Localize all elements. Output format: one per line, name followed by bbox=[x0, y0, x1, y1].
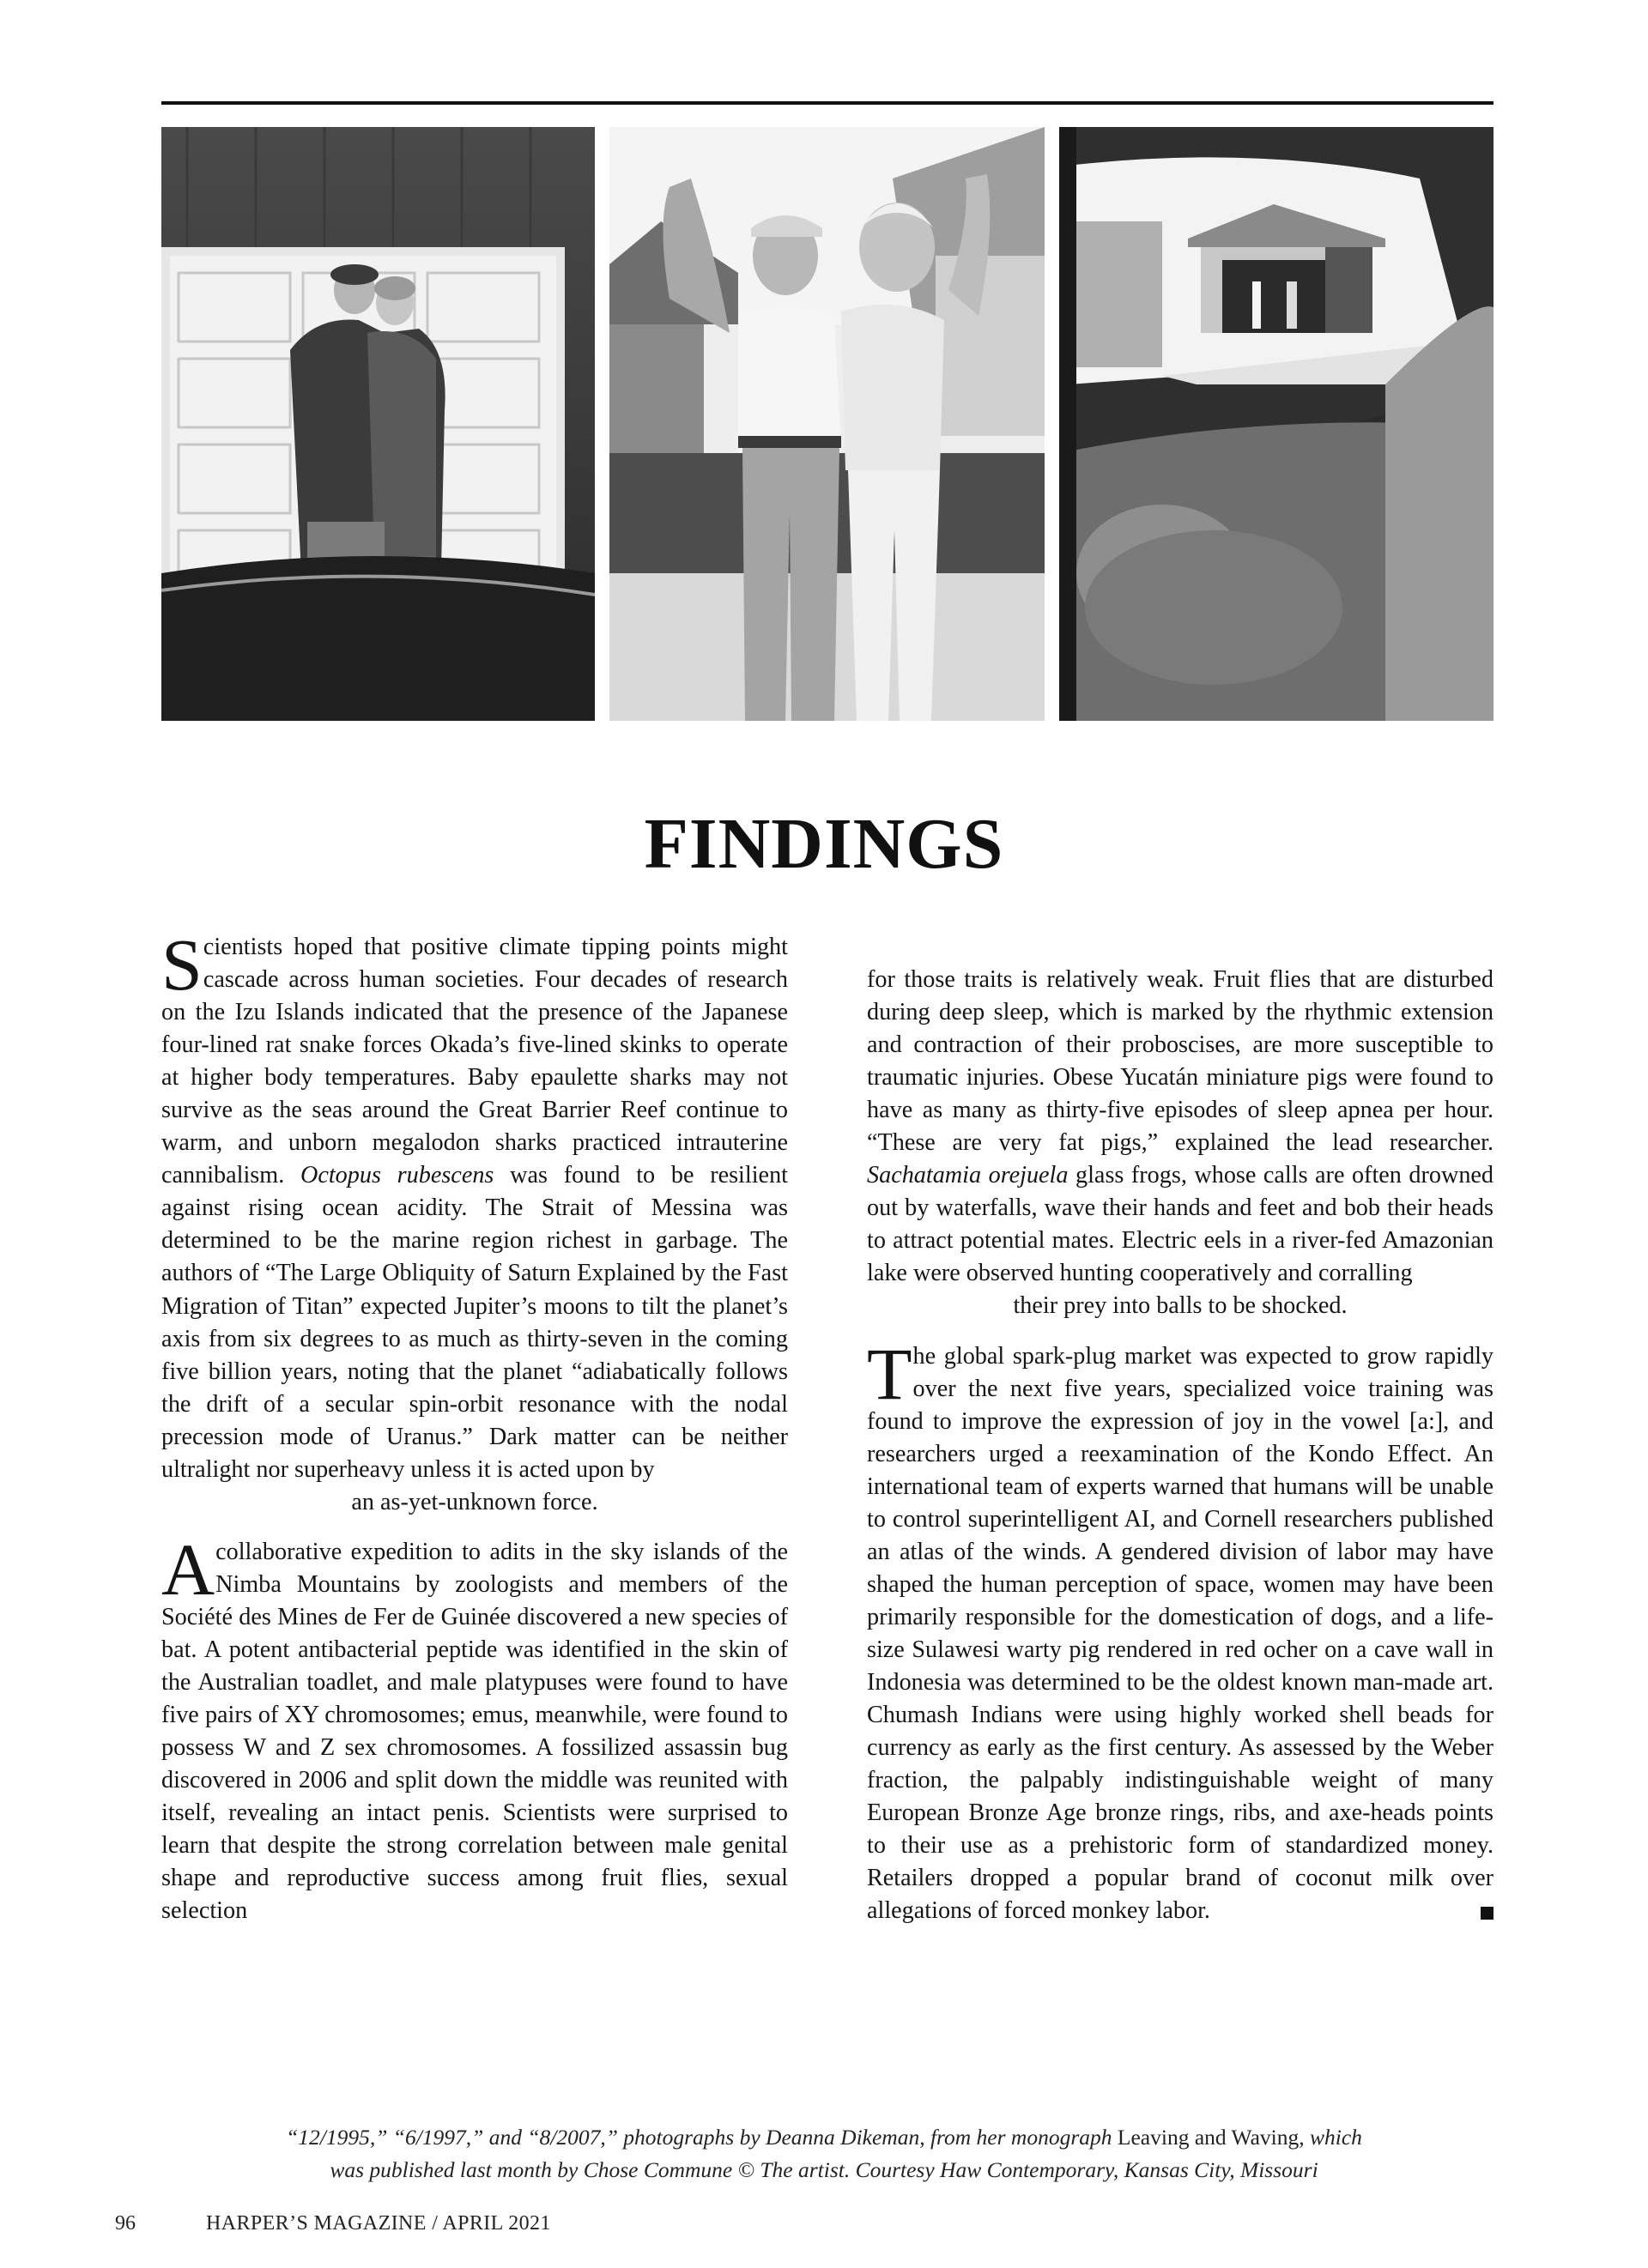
paragraph-text: was found to be resilient against rising ocean acidity. The Strait of Messina was determined to be the marine region richest in garbage. The authors of “The Large Obliquity of Saturn Explained by the Fast Migration of Titan” expected Jupiter’s moons to tilt the planet’s axis from six degrees to as much as thirty-seven in the coming five billion years, noting that the planet “adiabatically follows the drift of a secular spin-orbit resonance with the nodal precession mode of Uranus.” Dark matter can be neither ultralight nor superheavy unless it is acted upon by bbox=[161, 1162, 788, 1483]
caption-text: , which bbox=[1299, 2125, 1362, 2150]
species-name: Octopus rubescens bbox=[300, 1162, 494, 1189]
paragraph-text: cientists hoped that positive climate tipping points might cascade across human societies. Four decades of research on the Izu Islands indicated that the presence of the Japanese four-lined rat snake forces Okada’s five-lined skinks to operate at higher body temperatures. Baby epaulette sharks may not survive as the seas around the Great Barrier Reef continue to warm, and unborn megalodon sharks practiced intrauterine cannibalism. bbox=[161, 934, 788, 1189]
photo-car-window bbox=[1059, 127, 1494, 721]
left-paragraph-1 bbox=[161, 923, 788, 1486]
paragraph-text: glass frogs, whose calls are often drowned out by waterfalls, wave their hands and feet and bob their heads to attract potential mates. Electric eels in a river-fed Amazonian lake were observed hunting cooperatively and corralling bbox=[867, 1162, 1494, 1287]
paragraph-last-line: an as-yet-unknown force. bbox=[351, 1488, 598, 1515]
left-column bbox=[161, 923, 788, 1927]
paragraph-text: collaborative expedition to adits in the sky islands of the Nimba Mountains by zoologists and members of the Société des Mines de Fer de Guinée discovered a new species of bat. A potent antibacterial peptide was identified in the skin of the Australian toadlet, and male platypuses were found to have five pairs of XY chromosomes; emus, meanwhile, were found to possess W and Z sex chromosomes. A fossilized assassin bug discovered in 2006 and split down the middle was reunited with itself, revealing an intact penis. Scientists were surprised to learn that despite the strong correlation between male genital shape and reproductive success among fruit flies, sexual selection bbox=[161, 1538, 788, 1925]
species-name: Sachatamia orejuela bbox=[867, 1162, 1069, 1189]
dropcap: A bbox=[161, 1527, 215, 1611]
right-paragraph-2 bbox=[867, 1332, 1494, 1928]
right-column bbox=[867, 964, 1494, 1927]
photo-caption bbox=[0, 2121, 1648, 2186]
page-number: 96 bbox=[115, 2212, 136, 2235]
end-mark-icon bbox=[1481, 1907, 1494, 1920]
paragraph-text: for those traits is relatively weak. Fruit flies that are disturbed during deep sleep, which is marked by the rhythmic extension and contraction of their proboscises, are more susceptible to traumatic injuries. Obese Yucatán miniature pigs were found to have as many as thirty-five episodes of sleep apnea per hour. “These are very fat pigs,” explained the lead researcher. bbox=[867, 966, 1494, 1157]
top-rule bbox=[161, 101, 1494, 105]
photo-couple-waving bbox=[609, 127, 1045, 721]
caption-text: “12/1995,” “6/1997,” and “8/2007,” photographs by Deanna Dikeman, from her monograph bbox=[286, 2125, 1118, 2150]
caption-text: was published last month by Chose Commune © The artist. Courtesy Haw Contemporary, Kansas City, Missouri bbox=[330, 2157, 1318, 2182]
left-paragraph-2 bbox=[161, 1527, 788, 1928]
photo-couple-hug bbox=[161, 127, 595, 721]
paragraph-text: he global spark-plug market was expected to grow rapidly over the next five years, specialized voice training was found to improve the expression of joy in the vowel [a:], and researchers urged a reexamination of the Kondo Effect. An international team of experts warned that humans will be unable to control superintelligent AI, and Cornell researchers published an atlas of the winds. A gendered division of labor may have shaped the human perception of space, women may have been primarily responsible for the domestication of dogs, and a life-size Sulawesi warty pig rendered in red ocher on a cave wall in Indonesia was determined to be the oldest known man-made art. Chumash Indians were using highly worked shell beads for currency as early as the first century. As assessed by the Weber fraction, the palpably indistinguishable weight of many European Bronze Age bronze rings, ribs, and axe-heads points to their use as a prehistoric form of standardized money. Retailers dropped a popular brand of coconut milk over allegations of forced monkey labor. bbox=[867, 1342, 1494, 1925]
right-paragraph-1 bbox=[867, 964, 1494, 1290]
running-footer: HARPER’S MAGAZINE / APRIL 2021 bbox=[206, 2212, 551, 2235]
monograph-title: Leaving and Waving bbox=[1117, 2125, 1300, 2150]
paragraph-last-line: their prey into balls to be shocked. bbox=[1013, 1292, 1348, 1320]
dropcap: T bbox=[867, 1332, 912, 1415]
headline: FINDINGS bbox=[644, 804, 1004, 884]
dropcap: S bbox=[161, 923, 203, 1006]
